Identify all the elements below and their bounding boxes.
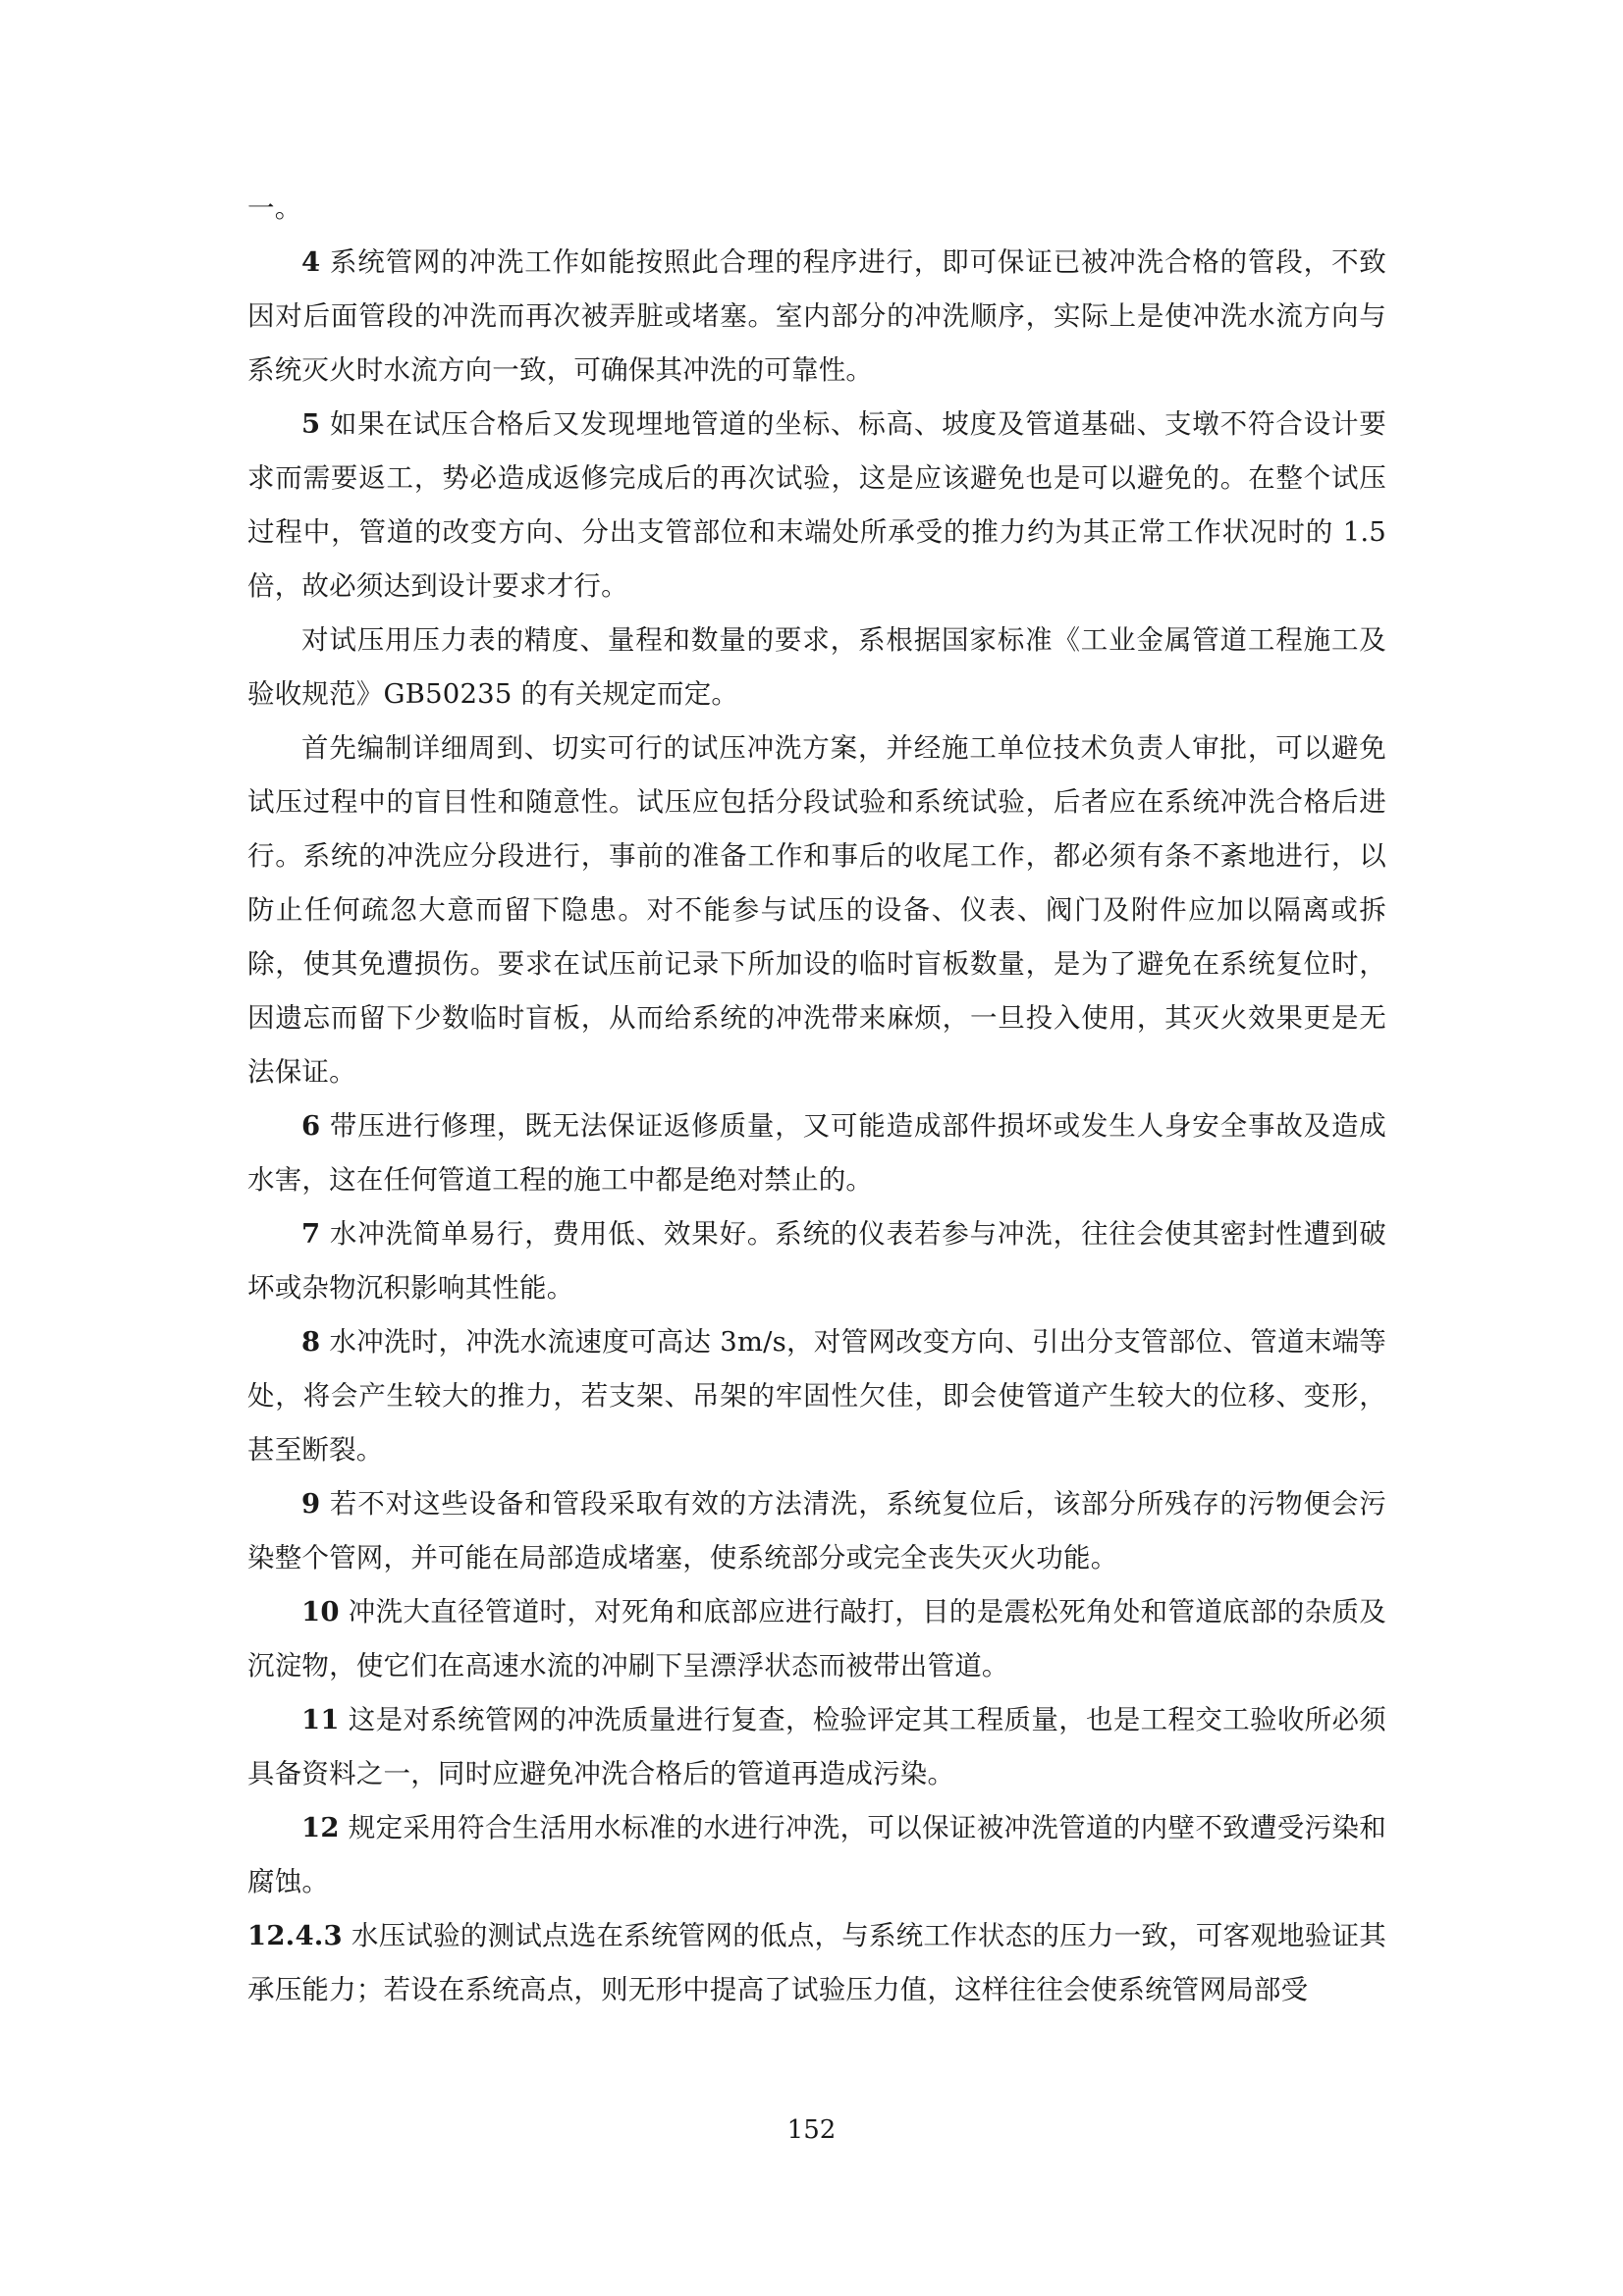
paragraph-text: 带压进行修理，既无法保证返修质量，又可能造成部件损坏或发生人身安全事故及造成水害，这在任何管道工程的施工中都是绝对禁止的。 xyxy=(247,1110,1386,1196)
paragraph xyxy=(247,1909,1386,2017)
paragraph-text: 首先编制详细周到、切实可行的试压冲洗方案，并经施工单位技术负责人审批，可以避免试压过程中的盲目性和随意性。试压应包括分段试验和系统试验，后者应在系统冲洗合格后进行。系统的冲洗应分段进行，事前的准备工作和事后的收尾工作，都必须有条不紊地进行，以防止任何疏忽大意而留下隐患。对不能参与试压的设备、仪表、阀门及附件应加以隔离或拆除，使其免遭损伤。要求在试压前记录下所加设的临时盲板数量，是为了避免在系统复位时，因遗忘而留下少数临时盲板，从而给系统的冲洗带来麻烦，一旦投入使用，其灭火效果更是无法保证。 xyxy=(247,732,1386,1088)
paragraph-text: 冲洗大直径管道时，对死角和底部应进行敲打，目的是震松死角处和管道底部的杂质及沉淀物，使它们在高速水流的冲刷下呈漂浮状态而被带出管道。 xyxy=(247,1596,1386,1682)
paragraph-text: 水压试验的测试点选在系统管网的低点，与系统工作状态的压力一致，可客观地验证其承压能力；若设在系统高点，则无形中提高了试验压力值，这样往往会使系统管网局部受 xyxy=(247,1920,1386,2005)
paragraph xyxy=(247,614,1386,721)
paragraph xyxy=(247,236,1386,398)
paragraph-text: 规定采用符合生活用水标准的水进行冲洗，可以保证被冲洗管道的内壁不致遭受污染和腐蚀。 xyxy=(247,1812,1386,1897)
paragraph-number: 4 xyxy=(301,246,321,278)
paragraph-number: 10 xyxy=(301,1596,340,1628)
paragraph-number: 12 xyxy=(301,1812,340,1843)
paragraph-text: 一。 xyxy=(247,192,302,224)
paragraph xyxy=(247,1585,1386,1693)
paragraph-number: 6 xyxy=(301,1110,321,1142)
paragraph xyxy=(247,1315,1386,1477)
paragraph-text: 这是对系统管网的冲洗质量进行复查，检验评定其工程质量，也是工程交工验收所必须具备资料之一，同时应避免冲洗合格后的管道再造成污染。 xyxy=(247,1704,1386,1789)
paragraph xyxy=(247,721,1386,1099)
paragraph-text: 如果在试压合格后又发现埋地管道的坐标、标高、坡度及管道基础、支墩不符合设计要求而需要返工，势必造成返修完成后的再次试验，这是应该避免也是可以避免的。在整个试压过程中，管道的改变方向、分出支管部位和末端处所承受的推力约为其正常工作状况时的 1.5 倍，故必须达到设计要求才行。 xyxy=(247,408,1386,602)
paragraph-text: 系统管网的冲洗工作如能按照此合理的程序进行，即可保证已被冲洗合格的管段，不致因对后面管段的冲洗而再次被弄脏或堵塞。室内部分的冲洗顺序，实际上是使冲洗水流方向与系统灭火时水流方向一致，可确保其冲洗的可靠性。 xyxy=(247,246,1386,386)
paragraph-number: 8 xyxy=(301,1326,321,1358)
paragraph-number: 9 xyxy=(301,1488,321,1520)
paragraph-text: 若不对这些设备和管段采取有效的方法清洗，系统复位后，该部分所残存的污物便会污染整个管网，并可能在局部造成堵塞，使系统部分或完全丧失灭火功能。 xyxy=(247,1488,1386,1574)
paragraph-number: 11 xyxy=(301,1704,340,1735)
page-content xyxy=(247,182,1386,2017)
paragraph-text: 水冲洗时，冲洗水流速度可高达 3m/s，对管网改变方向、引出分支管部位、管道末端等处，将会产生较大的推力，若支架、吊架的牢固性欠佳，即会使管道产生较大的位移、变形，甚至断裂。 xyxy=(247,1326,1386,1466)
paragraph xyxy=(247,182,1386,236)
paragraph-number: 7 xyxy=(301,1218,321,1250)
paragraph xyxy=(247,1207,1386,1315)
paragraph xyxy=(247,398,1386,614)
paragraph-text: 水冲洗简单易行，费用低、效果好。系统的仪表若参与冲洗，往往会使其密封性遭到破坏或杂物沉积影响其性能。 xyxy=(247,1218,1386,1304)
page-number: 152 xyxy=(786,2115,837,2145)
paragraph-number: 5 xyxy=(301,408,321,440)
paragraph xyxy=(247,1693,1386,1801)
paragraph xyxy=(247,1801,1386,1909)
paragraph xyxy=(247,1477,1386,1585)
section-number: 12.4.3 xyxy=(247,1920,343,1951)
paragraph xyxy=(247,1099,1386,1207)
paragraph-text: 对试压用压力表的精度、量程和数量的要求，系根据国家标准《工业金属管道工程施工及验收规范》GB50235 的有关规定而定。 xyxy=(247,624,1386,710)
